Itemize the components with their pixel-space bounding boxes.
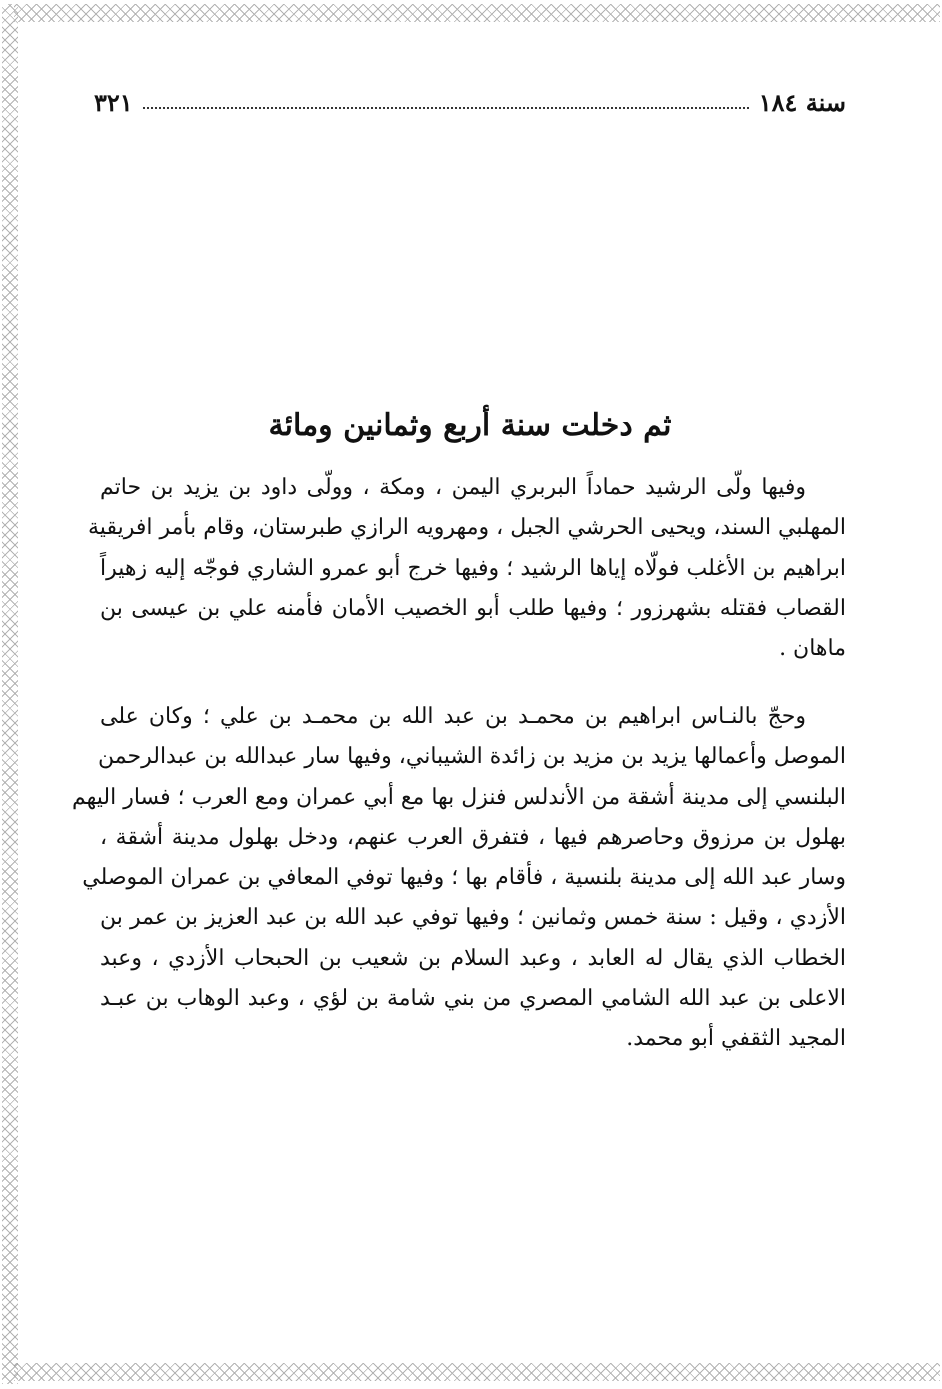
text-line: الاعلى بن عبد الله الشامي المصري من بني شامة بن لؤي ، وعبد الوهاب بن عبـد: [100, 986, 846, 1012]
text-line: المجيد الثقفي أبو محمد.: [626, 1026, 846, 1052]
page-number: ٣٢١: [94, 87, 133, 117]
text-line: المهلبي السند، ويحيى الحرشي الجبل ، ومهرويه الرازي طبرستان، وقام بأمر افريقية: [88, 515, 846, 541]
text-line: القصاب فقتله بشهرزور ؛ وفيها طلب أبو الخصيب الأمان فأمنه علي بن عيسى بن: [100, 595, 846, 621]
text-line: بهلول بن مرزوق وحاصرهم فيها ، فتفرق العرب عنهم، ودخل بهلول مدينة أشقة ،: [100, 824, 846, 850]
running-title: سنة ١٨٤: [758, 87, 846, 117]
text-line: ماهان .: [779, 636, 846, 662]
decorative-border-top: [14, 4, 940, 22]
paragraph-2: [71, 697, 846, 1060]
decorative-border-bottom: [14, 1363, 940, 1381]
text-line: الخطاب الذي يقال له العابد ، وعبد السلام بن شعيب بن الحبحاب الأزدي ، وعبد: [100, 945, 846, 971]
text-line: البلنسي إلى مدينة أشقة من الأندلس فنزل بها مع أبي عمران ومع العرب ؛ فسار اليهم: [71, 784, 846, 810]
text-line: وسار عبد الله إلى مدينة بلنسية ، فأقام بها ؛ وفيها توفي المعافي بن عمران الموصلي: [82, 865, 846, 891]
text-line: وحجّ بالنـاس ابراهيم بن محمـد بن عبد الله بن محمـد بن علي ؛ وكان على: [100, 704, 806, 729]
page-header: [94, 82, 846, 122]
text-line: وفيها ولّى الرشيد حماداً البربري اليمن ، ومكة ، وولّى داود بن يزيد بن حاتم: [100, 475, 806, 500]
text-line: الأزدي ، وقيل : سنة خمس وثمانين ؛ وفيها توفي عبد الله بن عبد العزيز بن عمر بن: [100, 905, 846, 931]
paragraph-1: [88, 468, 846, 669]
decorative-border-left: [2, 4, 18, 1384]
text-line: ابراهيم بن الأغلب فولّاه إياها الرشيد ؛ وفيها خرج أبو عمرو الشاري فوجّه إليه زهيراً: [100, 555, 846, 581]
chapter-heading: ثم دخلت سنة أربع وثمانين ومائة: [268, 408, 672, 443]
header-dot-leader: [143, 107, 749, 109]
text-line: الموصل وأعمالها يزيد بن مزيد بن زائدة الشيباني، وفيها سار عبدالله بن عبدالرحمن: [98, 744, 846, 770]
